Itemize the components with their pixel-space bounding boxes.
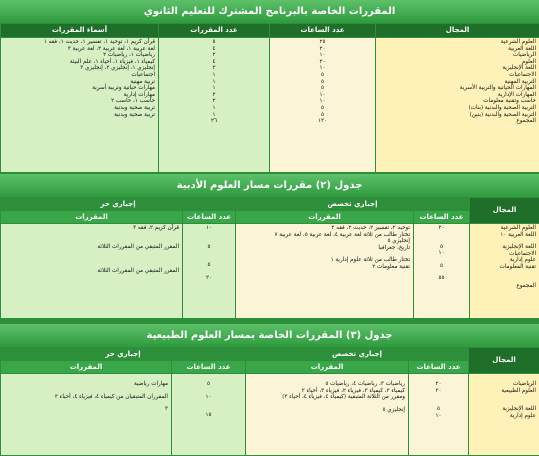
table3 — [0, 347, 539, 456]
list-item: حاسب وتقنية معلومات — [483, 98, 536, 105]
list-item: المهارات الإدارية — [497, 91, 536, 98]
list-item: اجتماعيات — [131, 71, 155, 78]
list-item: ٥ — [439, 243, 443, 250]
list-item: الرياضيات — [512, 52, 536, 59]
list-item: ٥ — [436, 406, 440, 413]
list-item: ١ — [212, 104, 216, 111]
list-item: اللغة الإنجليزية — [502, 244, 536, 251]
list-item: ٢ — [212, 91, 216, 98]
list-item: ٢ — [212, 52, 216, 59]
table3-header-spec-courses: المقررات — [246, 361, 409, 374]
table1-courses-count-cell — [159, 38, 270, 173]
list-item: الاجتماعيات — [509, 71, 536, 78]
list-item: ١ — [212, 71, 216, 78]
list-item: حاسب ١، حاسب ٢ — [111, 98, 155, 105]
list-item: توحيد ٢، تفسير ٢، حديث ٢، فقه ٢ — [331, 225, 410, 231]
list-item: المقرر المتبقي من المقررات الثلاثة — [97, 268, 179, 275]
list-item: ١ — [212, 85, 216, 92]
list-item: مهارات حياتية وتربية أسرية — [92, 85, 155, 92]
list-item: تقنية معلومات ٢ — [372, 263, 410, 270]
list-item: ١٠ — [319, 91, 326, 98]
table3-header-spec-hours: عدد الساعات — [409, 361, 469, 374]
list-item: تربية مهنية — [130, 78, 155, 85]
table1-header-field: المجال — [376, 24, 539, 38]
table2-header-free-hours: عدد الساعات — [183, 211, 236, 224]
list-item: ١٠ — [205, 225, 212, 231]
list-item: ٥ — [320, 71, 324, 78]
list-item: ١٠ — [438, 250, 445, 257]
table3-header-field: المجال — [469, 348, 539, 374]
table1-course-names-cell — [1, 38, 159, 173]
list-item: ٥ — [320, 104, 324, 111]
list-item: ١٠ — [319, 98, 326, 105]
list-item: ١ — [212, 111, 216, 118]
list-item: ٥ — [212, 39, 216, 45]
list-item: ٢٠ — [435, 381, 442, 387]
list-item: ٥ — [320, 111, 324, 118]
list-item: التربية الصحية والبدنية (بنين) — [469, 111, 536, 118]
table3-fields-cell — [469, 374, 539, 456]
list-item: تربية صحية وبدنية — [114, 104, 155, 111]
list-item: كيمياء ٢، كيمياء ٣، فيزياء ٢، فيزياء ٣، أحياء ٢ — [301, 387, 405, 394]
list-item: مهارات إدارية — [123, 91, 155, 98]
list-item: تاريخ، جغرافيا — [378, 244, 410, 251]
table3-header-free-hours: عدد الساعات — [172, 361, 246, 374]
list-item: ٢٠ — [319, 58, 326, 65]
list-item: المجموع — [516, 118, 536, 125]
list-item: كيمياء ١، فيزياء ١، أحياء ١، علم البيئة — [69, 58, 155, 65]
list-item: ١٠ — [205, 393, 212, 400]
list-item: ٢٠ — [319, 45, 326, 52]
list-item: ١٠ — [319, 65, 326, 72]
table3-header-free: إجباري حر — [1, 348, 246, 361]
table2-header-free-courses: المقررات — [1, 211, 183, 224]
list-item: ٥ — [207, 243, 211, 250]
list-item: تربية صحية وبدنية — [114, 111, 155, 118]
list-item: تختار طالب من ثلاثة علوم إدارية ١ — [330, 257, 410, 264]
list-item: العلوم الشرعية — [500, 225, 536, 231]
table2-title — [0, 174, 539, 197]
table2 — [0, 197, 539, 319]
list-item: ٣٠ — [435, 387, 442, 394]
list-item: اللغة الإنجليزية — [502, 406, 536, 413]
list-item: ٥ — [320, 85, 324, 92]
list-item: ٥ — [206, 381, 210, 387]
list-item: الرياضيات — [512, 381, 536, 387]
list-item: ٢ — [212, 98, 216, 105]
list-item: علوم إدارية — [509, 257, 536, 264]
table3-free-hours-cell — [172, 374, 246, 456]
list-item: ١٠ — [319, 52, 326, 59]
list-item: اللغة الإنجليزية — [502, 65, 536, 72]
list-item: ٢ — [212, 65, 216, 72]
table1-header-course-names: أسماء المقررات — [1, 24, 159, 38]
list-item: إنجليزي ٥ — [387, 238, 410, 245]
list-item: ٢٥ — [319, 39, 326, 45]
list-item: العلوم — [521, 58, 536, 65]
table2-spec-courses-cell — [236, 224, 414, 319]
list-item: ١٥ — [205, 412, 212, 419]
list-item: اللغة العربية ١٠ — [500, 231, 536, 238]
table2-free-hours-cell — [183, 224, 236, 319]
table1-title — [0, 0, 539, 23]
list-item: ٢٦ — [210, 118, 217, 125]
table1 — [0, 23, 539, 173]
list-item: إنجليزي ٥ — [382, 406, 405, 413]
list-item: ٤ — [212, 58, 216, 65]
list-item: قرآن كريم ١، توحيد ١، تفسير ١، حديث ١، فقه ١ — [43, 39, 155, 45]
list-item: علوم إدارية — [509, 412, 536, 419]
table3-spec-courses-cell — [246, 374, 409, 456]
list-item: ٢٠ — [438, 225, 445, 231]
table3-title — [0, 324, 539, 347]
list-item: ٥٥ — [438, 275, 445, 282]
list-item: ١ — [212, 78, 216, 85]
table2-header-free: إجباري حر — [1, 198, 236, 211]
list-item: المجموع — [516, 282, 536, 289]
list-item: ٥ — [439, 262, 443, 269]
table3-header-free-courses: المقررات — [1, 361, 172, 374]
list-item: المهارات الحياتية والتربية الأسرية — [459, 85, 536, 92]
list-item: تختار طالب من ثلاثة لغة عربية ٤، لغة عربية ٥، لغة عربية ٧ — [274, 231, 410, 238]
table1-fields-cell — [376, 38, 539, 173]
list-item: ٢٠ — [205, 274, 212, 281]
list-item: المقرران المتبقيان من كيمياء ٤، فيزياء ٤، أحياء ٣ — [54, 393, 168, 400]
table2-header-specialization: إجباري تخصص — [236, 198, 470, 211]
table3-header-specialization: إجباري تخصص — [246, 348, 469, 361]
list-item: مهارات رياضية — [134, 381, 168, 387]
list-item: ١٣٠ — [317, 118, 327, 125]
table1-hours-cell — [270, 38, 376, 173]
list-item: رياضيات ٣، رياضيات ٤، رياضيات ٥ — [325, 381, 405, 387]
list-item: لغة عربية ١، لغة عربية ٢، لغة عربية ٣ — [67, 45, 155, 52]
table2-header-field: المجال — [470, 198, 539, 224]
table3-title-text: جدول (٣) المقررات الخاصة بمسار العلوم الطبيعية — [146, 329, 393, 341]
list-item: إنجليزي ١، إنجليزي ٢، إنجليزي ٣ — [80, 65, 155, 72]
table2-free-courses-cell — [1, 224, 183, 319]
table2-spec-hours-cell — [414, 224, 470, 319]
table2-fields-cell — [470, 224, 539, 319]
list-item: العلوم الشرعية — [500, 39, 536, 45]
list-item: ٣ — [164, 406, 168, 413]
list-item: الاجتماعيات — [509, 250, 536, 257]
table1-header-hours: عدد الساعات — [270, 24, 376, 38]
list-item: التربية المهنية — [504, 78, 536, 85]
table3-spec-hours-cell — [409, 374, 469, 456]
table2-title-text: جدول (٢) مقررات مسار العلوم الأدبية — [176, 179, 363, 191]
list-item: ٥ — [320, 78, 324, 85]
table2-header-spec-courses: المقررات — [236, 211, 414, 224]
list-item: ١٠ — [435, 412, 442, 419]
list-item: ٤ — [212, 45, 216, 52]
list-item: ٥ — [207, 262, 211, 269]
list-item: تقنية المعلومات — [499, 263, 536, 270]
list-item: التربية الصحية والبدنية (بنات) — [468, 104, 536, 111]
list-item: المقرر المتبقي من المقررات الثلاثة — [97, 243, 179, 250]
list-item: قرآن كريم ٢، فقه ٣ — [133, 225, 179, 231]
table1-header-courses-count: عدد المقررات — [159, 24, 270, 38]
list-item: ومقرر من الثلاثة المتبقية (كيمياء ٤، فيزياء ٤، أحياء ٣) — [282, 394, 405, 401]
table2-header-spec-hours: عدد الساعات — [414, 211, 470, 224]
list-item: اللغة العربية — [508, 45, 536, 52]
table1-title-text: المقررات الخاصة بالبرنامج المشترك للتعليم الثانوي — [143, 5, 396, 17]
table3-free-courses-cell — [1, 374, 172, 456]
list-item: العلوم الطبيعية — [501, 387, 536, 394]
list-item: رياضيات ١، رياضيات ٢ — [103, 52, 155, 59]
